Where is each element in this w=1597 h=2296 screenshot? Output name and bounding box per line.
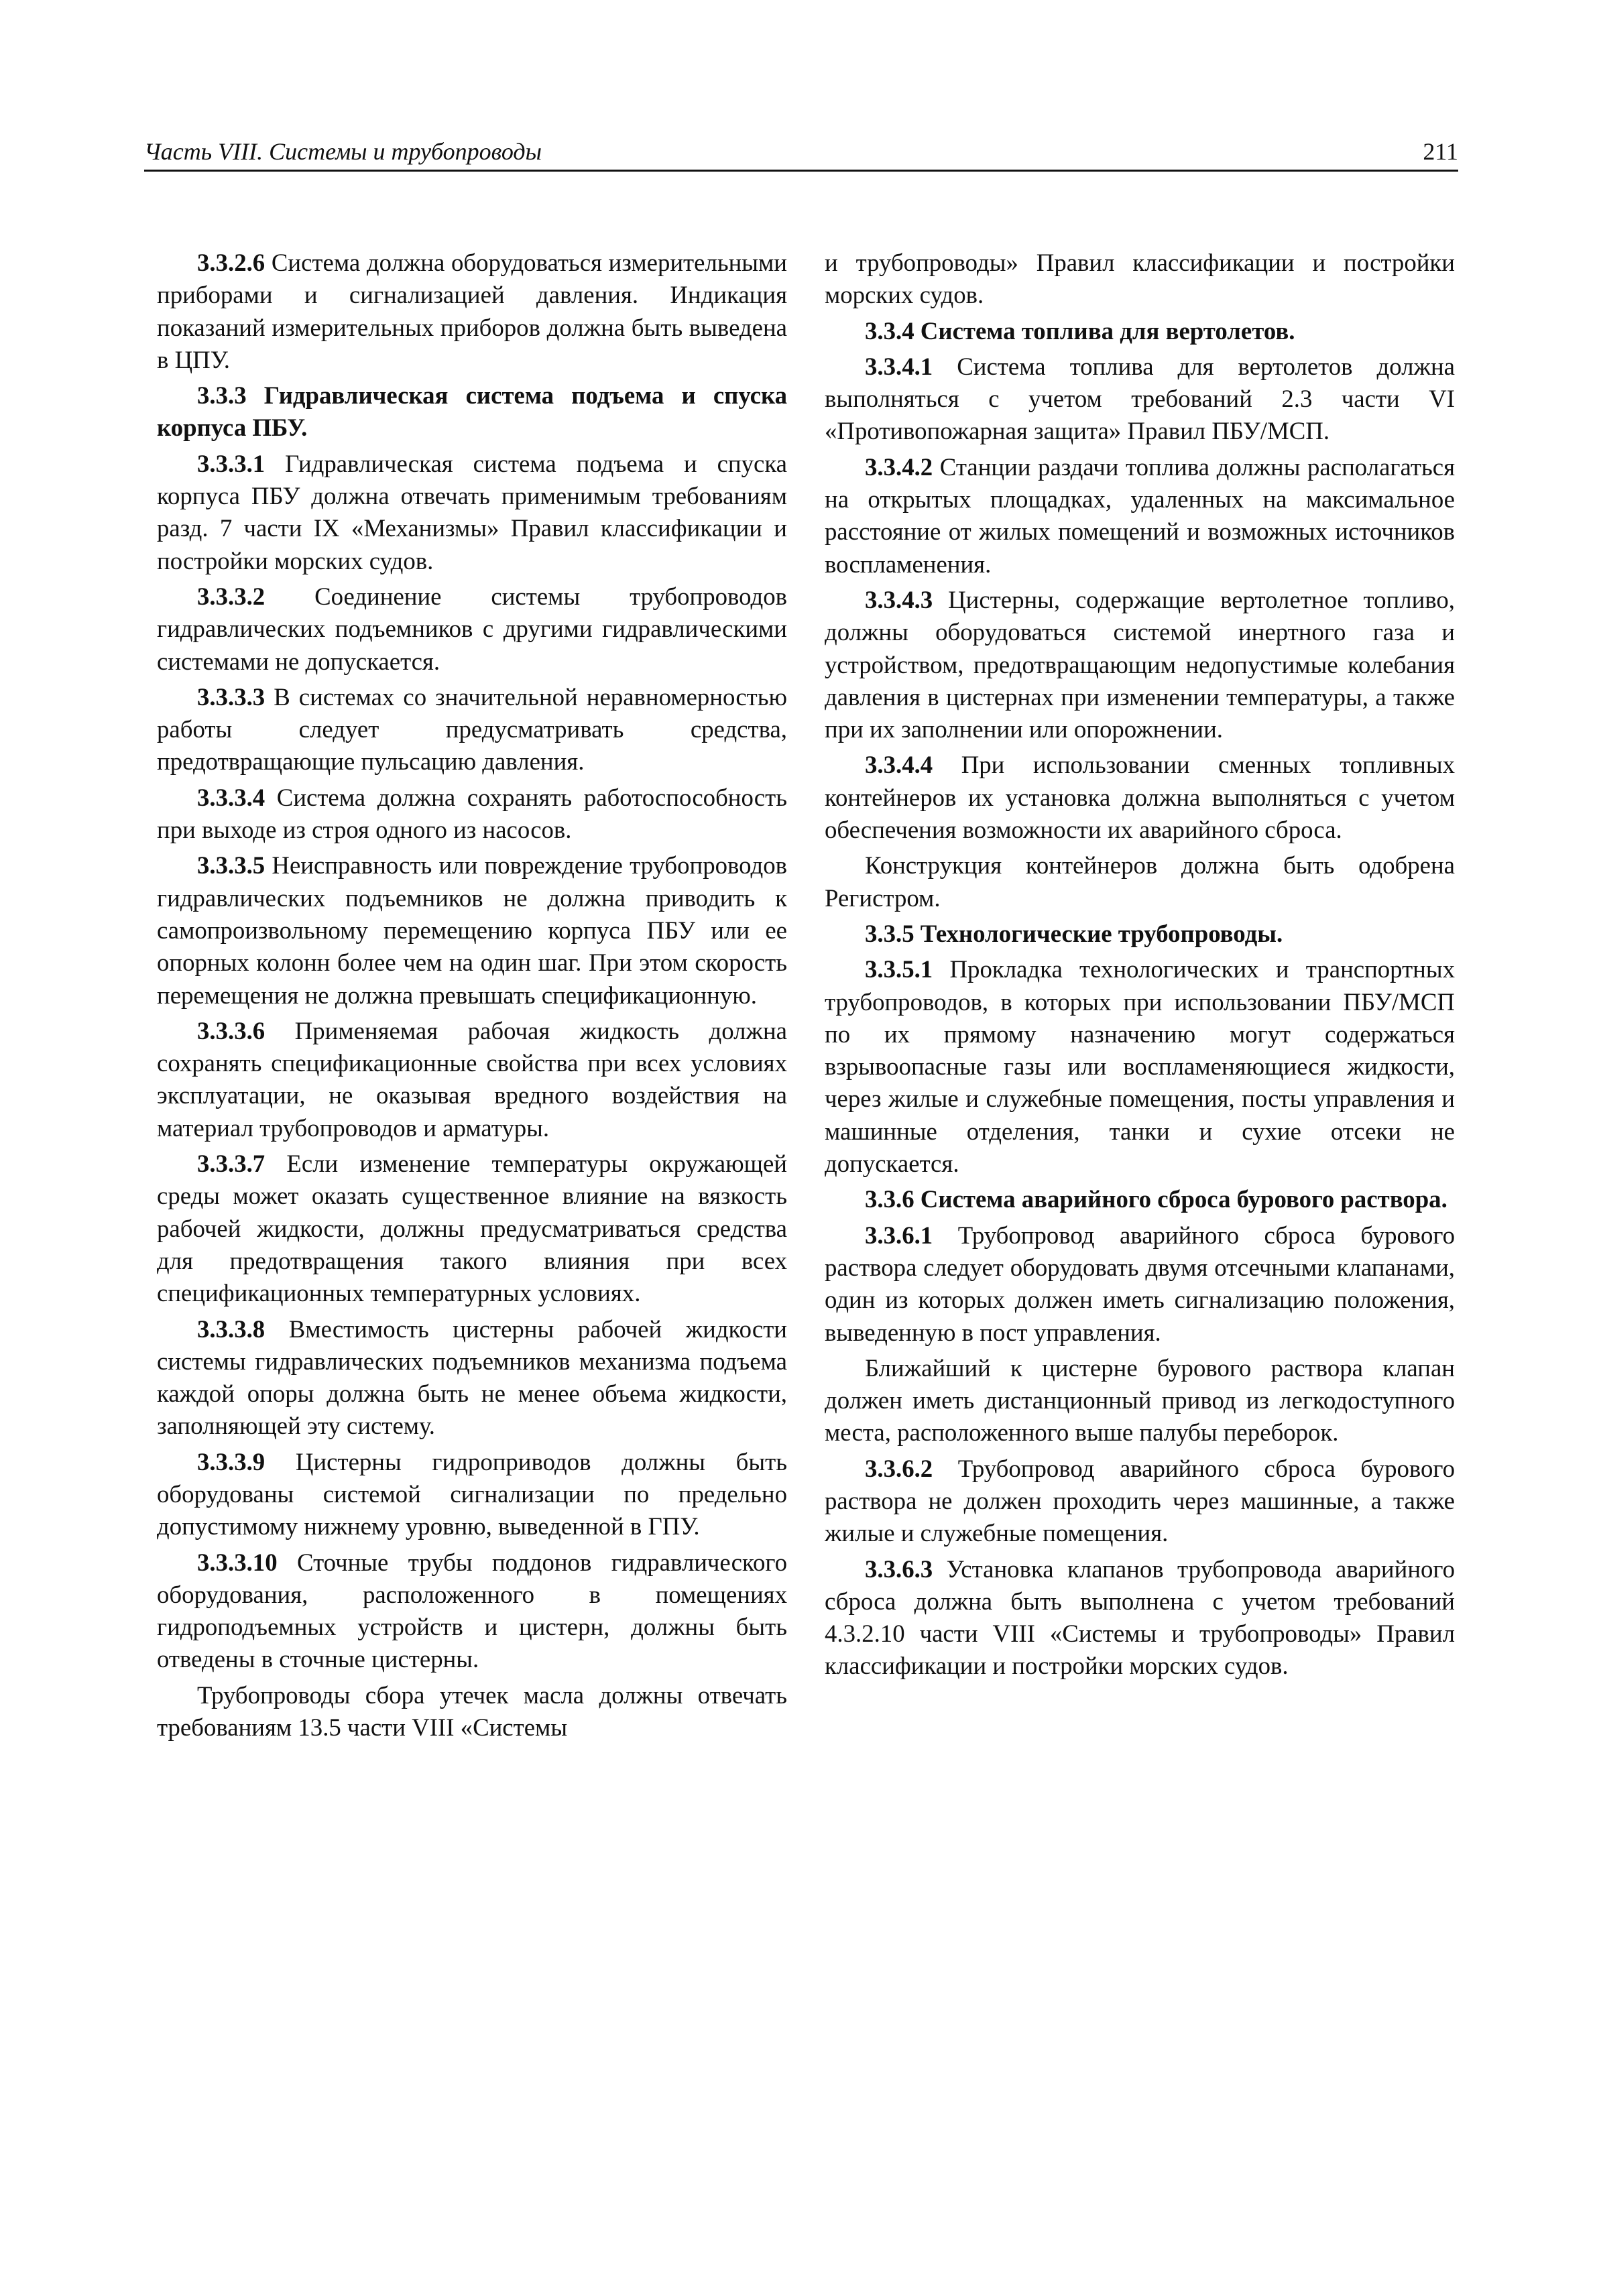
right-column: [825, 247, 1455, 1686]
clause-number: 3.3.4.4: [865, 751, 933, 779]
paragraph-3-3-4-2: [825, 451, 1455, 581]
paragraph-container-approval: Конструкция контейнеров должна быть одобрена Регистром.: [825, 851, 1455, 912]
clause-number: 3.3.3.3: [197, 682, 265, 711]
clause-text: Цистерны гидроприводов должны быть оборудованы системой сигнализации по предельно допустимому нижнему уровню, выведенной в ГПУ.: [157, 1447, 787, 1540]
clause-number: 3.3.3.8: [197, 1315, 265, 1343]
paragraph-nearest-valve: Ближайший к цистерне бурового раствора клапан должен иметь дистанционный привод из легкодоступного места, расположенного выше палубы переборок.: [825, 1353, 1455, 1447]
paragraph-oil-leak-pipes: Трубопроводы сбора утечек масла должны отвечать требованиям 13.5 части VIII «Системы: [157, 1681, 787, 1742]
paragraph-3-3-3-1: [157, 448, 787, 577]
clause-number: 3.3.3.2: [197, 582, 265, 610]
clause-text: При использовании сменных топливных контейнеров их установка должна выполняться с учетом обеспечения возможности их аварийного сброса.: [825, 751, 1455, 844]
clause-text: Установка клапанов трубопровода аварийного сброса должна быть выполнена с учетом требований 4.3.2.10 части VIII «Системы и трубопроводы» Правил классификации и постройки морских судов.: [825, 1555, 1455, 1680]
paragraph-3-3-3-4: [157, 782, 787, 847]
clause-text: Сточные трубы поддонов гидравлического оборудования, расположенного в помещениях гидроподъемных устройств и цистерн, должны быть отведены в сточные цистерны.: [157, 1548, 787, 1673]
clause-number: 3.3.6.3: [865, 1555, 933, 1583]
clause-number: 3.3.4.3: [865, 585, 933, 613]
page-number: 211: [1423, 138, 1458, 165]
clause-number: 3.3.3.10: [197, 1548, 278, 1576]
clause-text: Трубопровод аварийного сброса бурового раствора не должен проходить через машинные, а также жилые и служебные помещения.: [825, 1454, 1455, 1547]
clause-text: Цистерны, содержащие вертолетное топливо, должны оборудоваться системой инертного газа и устройством, предотвращающим недопустимые колебания давления в цистернах при изменении температуры, а также при их заполнении или опорожнении.: [825, 585, 1455, 743]
clause-text: Станции раздачи топлива должны располагаться на открытых площадках, удаленных на максимальное расстояние от жилых помещений и возможных источников воспламенения.: [825, 452, 1455, 578]
clause-number: 3.3.6.1: [865, 1221, 933, 1249]
clause-text: Трубопровод аварийного сброса бурового раствора следует оборудовать двумя отсечными клапанами, один из которых должен иметь сигнализацию положения, выведенную в пост управления.: [825, 1221, 1455, 1346]
paragraph-3-3-3-6: [157, 1015, 787, 1144]
paragraph-3-3-3-2: [157, 581, 787, 678]
paragraph-3-3-6-3: [825, 1553, 1455, 1683]
clause-text: Система топлива для вертолетов должна выполняться с учетом требований 2.3 части VI «Противопожарная защита» Правил ПБУ/МСП.: [825, 352, 1455, 445]
clause-number: 3.3.5.1: [865, 955, 933, 983]
left-column: [157, 247, 787, 1747]
paragraph-3-3-5-1: [825, 953, 1455, 1180]
clause-text: В системах со значительной неравномерностью работы следует предусматривать средства, предотвращающие пульсацию давления.: [157, 682, 787, 776]
paragraph-3-3-3-3: [157, 681, 787, 778]
section-heading-3-3-5: 3.3.5 Технологические трубопроводы.: [865, 919, 1283, 947]
paragraph-3-3-6-1: [825, 1219, 1455, 1349]
clause-number: 3.3.3.7: [197, 1150, 265, 1178]
clause-text: Соединение системы трубопроводов гидравлических подъемников с другими гидравлическими системами не допускается.: [157, 582, 787, 675]
clause-number: 3.3.2.6: [197, 249, 265, 276]
paragraph-3-3-2-6: [157, 247, 787, 376]
paragraph-3-3-3-10: [157, 1547, 787, 1676]
clause-number: 3.3.4.1: [865, 352, 933, 380]
paragraph-continuation: и трубопроводы» Правил классификации и постройки морских судов.: [825, 249, 1455, 309]
clause-number: 3.3.3.1: [197, 449, 265, 477]
running-title: Часть VIII. Системы и трубопроводы: [144, 138, 542, 165]
clause-text: Если изменение температуры окружающей среды может оказать существенное влияние на вязкость рабочей жидкости, должны предусматриваться средства для предотвращения такого влияния при всех спецификационных температурных условиях.: [157, 1150, 787, 1307]
clause-text: Система должна сохранять работоспособность при выходе из строя одного из насосов.: [157, 783, 787, 844]
clause-text: Система должна оборудоваться измерительными приборами и сигнализацией давления. Индикация показаний измерительных приборов должна быть выведена в ЦПУ.: [157, 249, 787, 373]
clause-text: Применяемая рабочая жидкость должна сохранять спецификационные свойства при всех условиях эксплуатации, не оказывая вредного воздействия на материал трубопроводов и арматуры.: [157, 1016, 787, 1142]
section-heading-3-3-4: 3.3.4 Система топлива для вертолетов.: [865, 316, 1295, 345]
paragraph-3-3-3-5: [157, 849, 787, 1011]
paragraph-3-3-4-4: [825, 749, 1455, 846]
paragraph-3-3-3-9: [157, 1446, 787, 1543]
clause-number: 3.3.6.2: [865, 1454, 933, 1482]
section-heading-3-3-3: 3.3.3 Гидравлическая система подъема и спуска корпуса ПБУ.: [157, 381, 787, 442]
clause-text: Вместимость цистерны рабочей жидкости системы гидравлических подъемников механизма подъема каждой опоры должна быть не менее объема жидкости, заполняющей эту систему.: [157, 1315, 787, 1440]
paragraph-3-3-3-8: [157, 1313, 787, 1443]
paragraph-3-3-3-7: [157, 1148, 787, 1309]
clause-text: Прокладка технологических и транспортных трубопроводов, в которых при использовании ПБУ/МСП по их прямому назначению могут содержаться взрывоопасные газы или воспламеняющиеся жидкости, через жилые и служебные помещения, посты управления и машинные отделения, танки и сухие отсеки не допускается.: [825, 955, 1455, 1178]
clause-number: 3.3.3.4: [197, 783, 265, 811]
section-heading-3-3-6: 3.3.6 Система аварийного сброса бурового раствора.: [865, 1185, 1447, 1213]
paragraph-3-3-6-2: [825, 1453, 1455, 1550]
paragraph-3-3-4-1: [825, 351, 1455, 448]
page-header: [144, 131, 1458, 172]
paragraph-3-3-4-3: [825, 584, 1455, 745]
clause-number: 3.3.3.5: [197, 851, 265, 880]
clause-text: Неисправность или повреждение трубопроводов гидравлических подъемников не должна приводить к самопроизвольному перемещению корпуса ПБУ или ее опорных колонн более чем на один шаг. При этом скорость перемещения не должна превышать спецификационную.: [157, 851, 787, 1009]
clause-number: 3.3.3.6: [197, 1016, 265, 1044]
clause-number: 3.3.4.2: [865, 452, 933, 481]
clause-text: Гидравлическая система подъема и спуска корпуса ПБУ должна отвечать применимым требованиям разд. 7 части IX «Механизмы» Правил классификации и постройки морских судов.: [157, 449, 787, 575]
clause-number: 3.3.3.9: [197, 1447, 265, 1475]
